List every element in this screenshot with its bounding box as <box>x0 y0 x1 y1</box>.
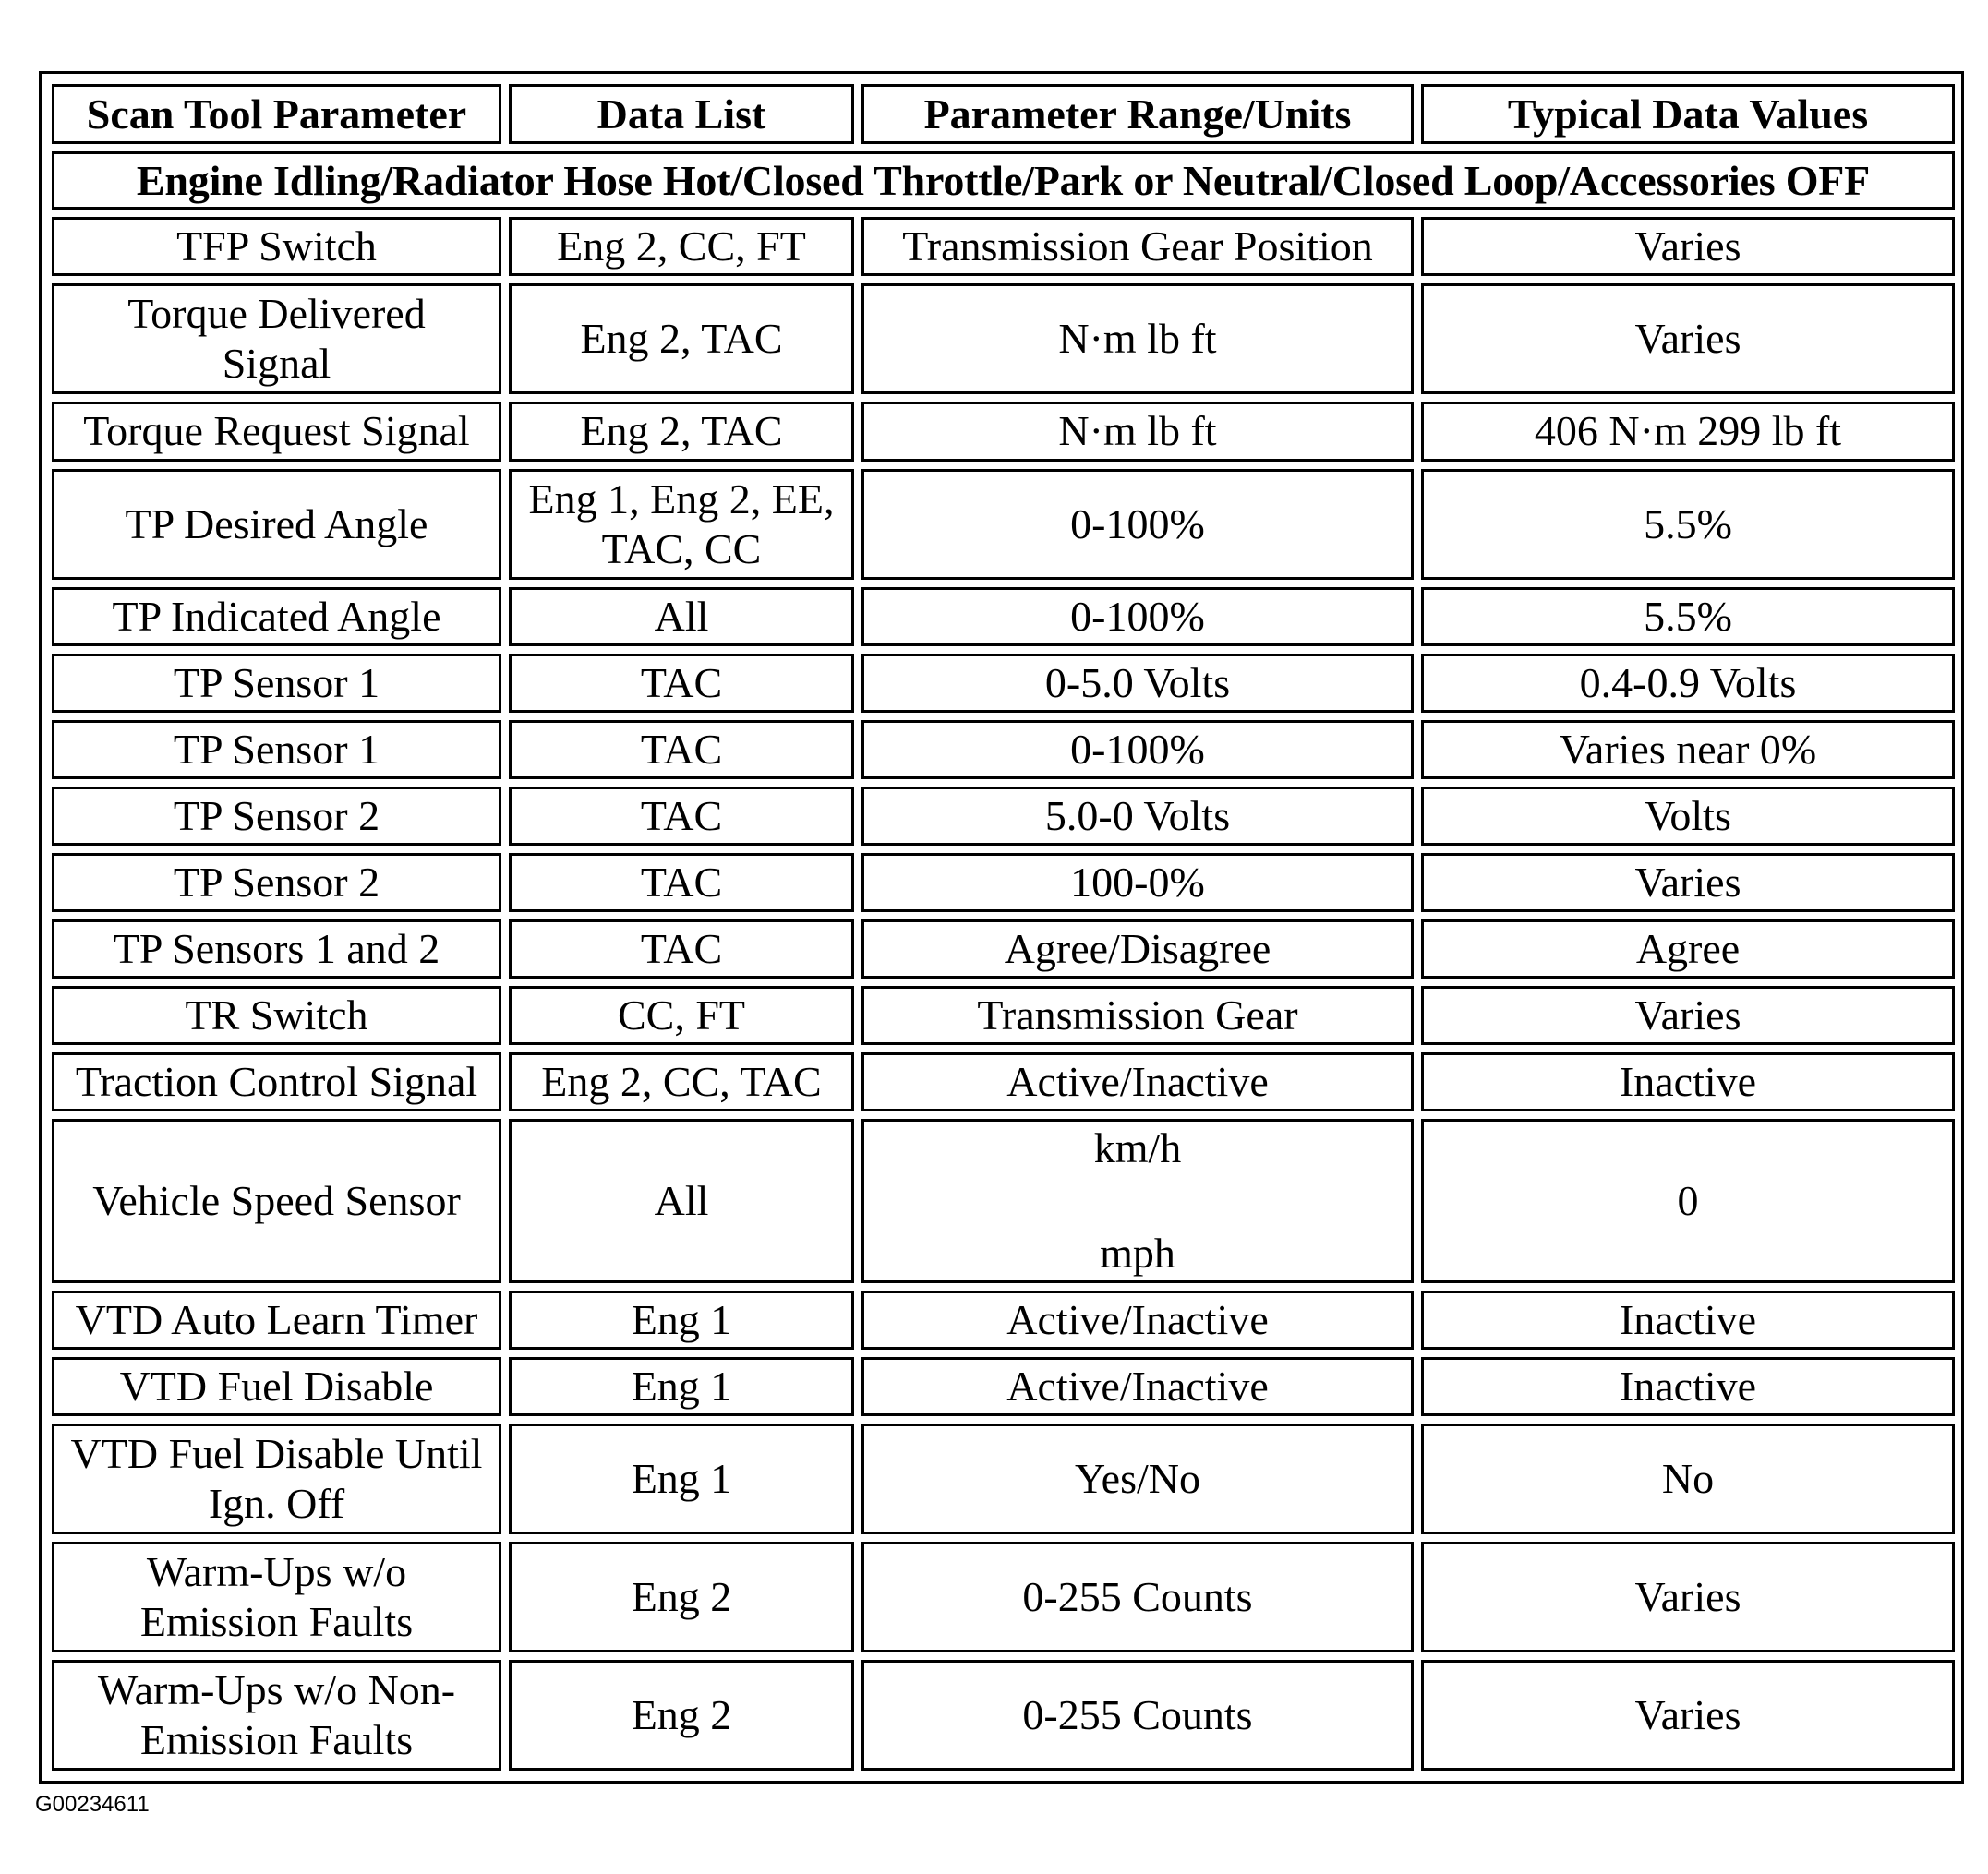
table-row <box>52 217 1955 276</box>
cell-parameter: TP Sensor 2 <box>52 787 501 846</box>
cell-data-list: TAC <box>509 787 854 846</box>
cell-data-list: Eng 2 <box>509 1660 854 1771</box>
table-row <box>52 919 1955 979</box>
cell-data-list: Eng 2, CC, FT <box>509 217 854 276</box>
cell-typical: Varies <box>1421 1542 1955 1652</box>
cell-data-list: TAC <box>509 919 854 979</box>
cell-typical: Varies <box>1421 986 1955 1045</box>
table-row <box>52 283 1955 394</box>
cell-parameter <box>52 1660 501 1771</box>
cell-parameter: TP Sensors 1 and 2 <box>52 919 501 979</box>
cell-typical: Varies <box>1421 853 1955 912</box>
cell-parameter-line-1: VTD Fuel Disable Until <box>70 1429 483 1477</box>
cell-data-list: All <box>509 1119 854 1282</box>
table-row <box>52 402 1955 461</box>
table-row <box>52 787 1955 846</box>
cell-typical: 5.5% <box>1421 469 1955 580</box>
cell-data-list-line-1: Eng 1, Eng 2, EE, <box>528 475 835 523</box>
cell-parameter: Torque Request Signal <box>52 402 501 461</box>
cell-range: N·m lb ft <box>861 402 1414 461</box>
cell-range: Active/Inactive <box>861 1291 1414 1350</box>
cell-parameter: VTD Fuel Disable <box>52 1357 501 1416</box>
table-row <box>52 1052 1955 1111</box>
cell-typical: 0 <box>1421 1119 1955 1282</box>
cell-typical: 406 N·m 299 lb ft <box>1421 402 1955 461</box>
table-row <box>52 1542 1955 1652</box>
cell-parameter: TR Switch <box>52 986 501 1045</box>
cell-range: Yes/No <box>861 1424 1414 1534</box>
cell-range-line-1: km/h <box>1093 1123 1182 1171</box>
cell-typical: Varies <box>1421 217 1955 276</box>
header-typical-data-values: Typical Data Values <box>1421 84 1955 144</box>
table-row <box>52 986 1955 1045</box>
cell-parameter <box>52 1542 501 1652</box>
cell-parameter: TP Desired Angle <box>52 469 501 580</box>
header-scan-tool-parameter: Scan Tool Parameter <box>52 84 501 144</box>
cell-typical: Agree <box>1421 919 1955 979</box>
cell-typical: 5.5% <box>1421 587 1955 646</box>
cell-parameter-line-1: Torque Delivered <box>127 290 426 338</box>
table-row <box>52 853 1955 912</box>
cell-data-list: TAC <box>509 654 854 713</box>
table-row <box>52 1357 1955 1416</box>
table-row <box>52 1424 1955 1534</box>
cell-range: 100-0% <box>861 853 1414 912</box>
table-row <box>52 469 1955 580</box>
cell-typical: Inactive <box>1421 1052 1955 1111</box>
table-header-row <box>52 84 1955 144</box>
cell-data-list-line-2: TAC, CC <box>601 524 762 572</box>
cell-parameter-line-2: Signal <box>222 340 331 388</box>
scan-tool-data-table-frame <box>39 71 1964 1784</box>
cell-data-list: TAC <box>509 720 854 779</box>
cell-parameter-line-2: Emission Faults <box>139 1597 414 1645</box>
table-row <box>52 1660 1955 1771</box>
cell-parameter: Vehicle Speed Sensor <box>52 1119 501 1282</box>
cell-data-list: All <box>509 587 854 646</box>
cell-range: 0-255 Counts <box>861 1542 1414 1652</box>
cell-range: Transmission Gear Position <box>861 217 1414 276</box>
cell-data-list: Eng 2, TAC <box>509 283 854 394</box>
cell-parameter <box>52 1424 501 1534</box>
cell-range: 0-100% <box>861 720 1414 779</box>
section-title: Engine Idling/Radiator Hose Hot/Closed Throttle/Park or Neutral/Closed Loop/Accessories OFF <box>52 151 1955 210</box>
cell-range: 5.0-0 Volts <box>861 787 1414 846</box>
cell-typical: Inactive <box>1421 1357 1955 1416</box>
cell-range: 0-100% <box>861 469 1414 580</box>
cell-parameter: VTD Auto Learn Timer <box>52 1291 501 1350</box>
cell-range: 0-5.0 Volts <box>861 654 1414 713</box>
cell-parameter: TP Sensor 2 <box>52 853 501 912</box>
table-row <box>52 587 1955 646</box>
cell-parameter-line-2: Emission Faults <box>139 1715 414 1763</box>
table-row <box>52 1119 1955 1282</box>
cell-range <box>861 1119 1414 1282</box>
cell-typical: Varies <box>1421 1660 1955 1771</box>
cell-data-list: Eng 1 <box>509 1357 854 1416</box>
cell-data-list: CC, FT <box>509 986 854 1045</box>
cell-range-line-2: mph <box>1100 1229 1175 1277</box>
cell-typical: Volts <box>1421 787 1955 846</box>
cell-parameter-line-1: Warm-Ups w/o Non- <box>97 1665 456 1713</box>
cell-data-list: TAC <box>509 853 854 912</box>
cell-parameter: Traction Control Signal <box>52 1052 501 1111</box>
cell-parameter: TP Sensor 1 <box>52 654 501 713</box>
cell-range: 0-255 Counts <box>861 1660 1414 1771</box>
table-row <box>52 1291 1955 1350</box>
section-row <box>52 151 1955 210</box>
header-parameter-range-units: Parameter Range/Units <box>861 84 1414 144</box>
header-data-list: Data List <box>509 84 854 144</box>
scan-tool-data-table <box>44 77 1962 1778</box>
cell-data-list: Eng 2, TAC <box>509 402 854 461</box>
cell-typical: Varies <box>1421 283 1955 394</box>
cell-range: Active/Inactive <box>861 1052 1414 1111</box>
cell-parameter: TP Sensor 1 <box>52 720 501 779</box>
cell-parameter: TP Indicated Angle <box>52 587 501 646</box>
cell-typical: Varies near 0% <box>1421 720 1955 779</box>
cell-range: Active/Inactive <box>861 1357 1414 1416</box>
table-row <box>52 654 1955 713</box>
cell-range: Transmission Gear <box>861 986 1414 1045</box>
table-row <box>52 720 1955 779</box>
figure-id: G00234611 <box>35 1792 150 1817</box>
cell-typical: 0.4-0.9 Volts <box>1421 654 1955 713</box>
cell-parameter-line-1: Warm-Ups w/o <box>146 1547 407 1595</box>
cell-data-list: Eng 2, CC, TAC <box>509 1052 854 1111</box>
cell-typical: Inactive <box>1421 1291 1955 1350</box>
cell-parameter <box>52 283 501 394</box>
cell-data-list: Eng 1 <box>509 1424 854 1534</box>
cell-data-list: Eng 2 <box>509 1542 854 1652</box>
cell-parameter: TFP Switch <box>52 217 501 276</box>
cell-typical: No <box>1421 1424 1955 1534</box>
cell-range: Agree/Disagree <box>861 919 1414 979</box>
cell-parameter-line-2: Ign. Off <box>208 1479 345 1527</box>
cell-data-list: Eng 1 <box>509 1291 854 1350</box>
cell-range: 0-100% <box>861 587 1414 646</box>
cell-range: N·m lb ft <box>861 283 1414 394</box>
cell-data-list <box>509 469 854 580</box>
